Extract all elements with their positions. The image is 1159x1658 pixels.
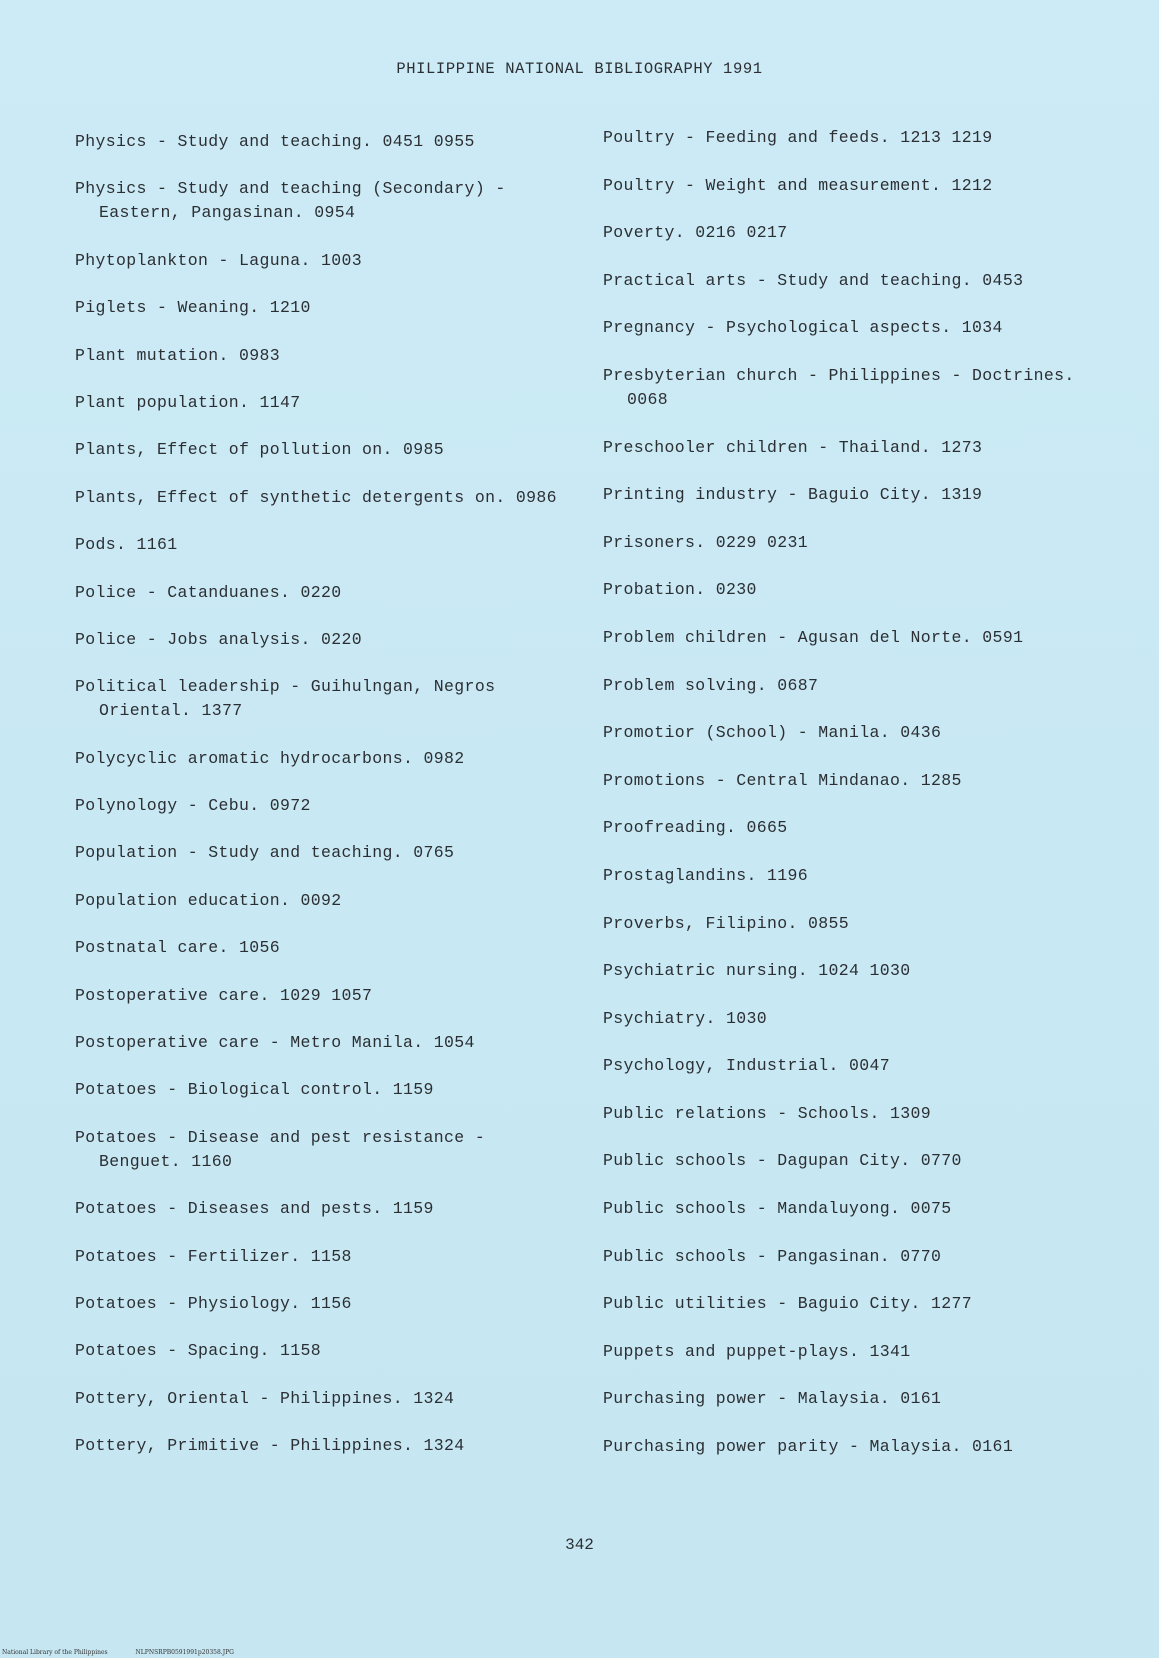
index-entry: Polynology - Cebu. 0972 [75,796,311,816]
scan-footer [2,1649,260,1656]
index-entry: Practical arts - Study and teaching. 0453 [603,270,1024,290]
index-entry: Potatoes - Diseases and pests. 1159 [75,1199,434,1219]
index-entry: Postnatal care. 1056 [75,938,281,958]
index-entry: Phytoplankton - Laguna. 1003 [75,250,363,270]
index-entry: Pregnancy - Psychological aspects. 1034 [603,318,1003,338]
index-entry: Police - Jobs analysis. 0220 [75,629,363,649]
right-column [603,126,1123,1483]
index-entry: Physics - Study and teaching (Secondary) - Eastern, Pangasinan. 0954 [75,179,506,223]
index-entry: Population education. 0092 [75,890,342,910]
index-entry: Purchasing power parity - Malaysia. 0161 [603,1437,1014,1457]
index-entry: Problem children - Agusan del Norte. 0591 [603,627,1024,647]
index-entry: Public schools - Mandaluyong. 0075 [603,1199,952,1219]
index-entry: Plant mutation. 0983 [75,345,281,365]
index-entry: Poultry - Feeding and feeds. 1213 1219 [603,128,993,147]
index-entry: Psychology, Industrial. 0047 [603,1056,891,1076]
index-entry: Purchasing power - Malaysia. 0161 [603,1389,942,1409]
index-entry: Postoperative care. 1029 1057 [75,985,373,1005]
index-entry: Police - Catanduanes. 0220 [75,582,342,602]
index-entry: Pottery, Oriental - Philippines. 1324 [75,1388,455,1408]
page-number: 342 [565,1536,594,1554]
index-entry: Political leadership - Guihulngan, Negros Oriental. 1377 [75,677,496,721]
library-credit: National Library of the Philippines [2,1649,108,1656]
index-entry: Prostaglandins. 1196 [603,865,809,885]
index-entry: Printing industry - Baguio City. 1319 [603,485,983,505]
index-entry: Proofreading. 0665 [603,818,788,838]
index-entry: Potatoes - Biological control. 1159 [75,1080,434,1100]
index-entry: Potatoes - Spacing. 1158 [75,1341,322,1361]
index-entry: Population - Study and teaching. 0765 [75,843,455,863]
file-name: NLPNSRPB0591991p20358.JPG [135,1649,234,1656]
index-entry: Poverty. 0216 0217 [603,223,788,243]
index-entry: Plants, Effect of synthetic detergents on. 0986 [75,487,557,507]
index-entry: Puppets and puppet-plays. 1341 [603,1341,911,1361]
index-entry: Potatoes - Disease and pest resistance - Benguet. 1160 [75,1127,486,1171]
left-column [75,130,565,1482]
index-entry: Postoperative care - Metro Manila. 1054 [75,1033,475,1053]
index-entry: Pottery, Primitive - Philippines. 1324 [75,1436,465,1456]
index-entry: Potatoes - Physiology. 1156 [75,1293,352,1313]
index-entry: Plant population. 1147 [75,392,301,412]
page-title: PHILIPPINE NATIONAL BIBLIOGRAPHY 1991 [396,60,763,78]
index-entry: Potatoes - Fertilizer. 1158 [75,1246,352,1266]
index-entry: Plants, Effect of pollution on. 0985 [75,440,445,460]
index-entry: Psychiatry. 1030 [603,1008,768,1028]
index-entry: Probation. 0230 [603,580,757,600]
index-entry: Promotior (School) - Manila. 0436 [603,723,942,743]
index-entry: Psychiatric nursing. 1024 1030 [603,961,911,981]
index-entry: Public utilities - Baguio City. 1277 [603,1294,973,1314]
index-entry: Prisoners. 0229 0231 [603,532,809,552]
index-entry: Preschooler children - Thailand. 1273 [603,437,983,457]
index-entry: Public schools - Dagupan City. 0770 [603,1151,962,1171]
index-entry: Presbyterian church - Philippines - Doctrines. 0068 [603,365,1075,409]
index-entry: Public relations - Schools. 1309 [603,1103,932,1123]
index-entry: Piglets - Weaning. 1210 [75,298,311,318]
index-entry: Problem solving. 0687 [603,675,819,695]
index-entry: Physics - Study and teaching. 0451 0955 [75,132,475,151]
index-entry: Proverbs, Filipino. 0855 [603,913,850,933]
index-entry: Poultry - Weight and measurement. 1212 [603,175,993,195]
index-entry: Pods. 1161 [75,535,178,555]
index-entry: Promotions - Central Mindanao. 1285 [603,770,962,790]
index-entry: Polycyclic aromatic hydrocarbons. 0982 [75,748,465,768]
index-entry: Public schools - Pangasinan. 0770 [603,1246,942,1266]
